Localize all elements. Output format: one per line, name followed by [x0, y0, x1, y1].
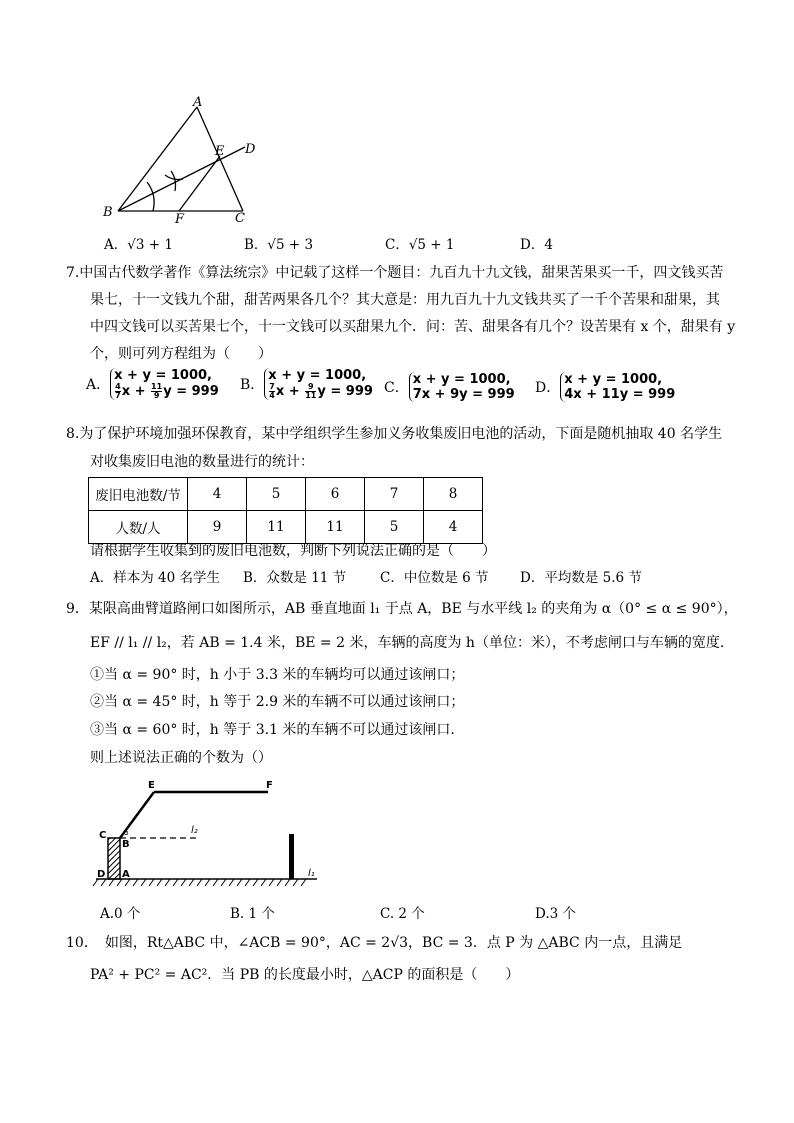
label-f: F — [266, 780, 273, 791]
q7-option-a-letter: A． — [86, 377, 111, 393]
q9-item-1: ①当 α = 90° 时，h 小于 3.3 米的车辆均可以通过该闸口； — [90, 667, 465, 683]
table-cell: 5 — [247, 478, 306, 511]
q7-c-eq1: x + y = 1000, — [412, 372, 511, 387]
q6-option-a[interactable]: A．√3 + 1 — [104, 237, 173, 253]
q8-option-c[interactable]: C．中位数是 6 节 — [380, 570, 489, 586]
q7-option-a-system — [110, 368, 219, 400]
q6-option-c[interactable]: C．√5 + 1 — [385, 237, 455, 253]
q8-option-a[interactable]: A．样本为 40 名学生 — [90, 570, 221, 586]
table-cell: 6 — [306, 478, 365, 511]
q9-ask: 则上述说法正确的个数为（） — [90, 750, 272, 766]
q9-option-d[interactable]: D.3 个 — [535, 906, 577, 922]
table-cell: 8 — [424, 478, 483, 511]
q9-line-2: EF // l₁ // l₂，若 AB = 1.4 米，BE = 2 米，车辆的高度为 h（单位：米），不考虑闸口与车辆的宽度. — [90, 635, 725, 651]
q7-option-d-letter: D． — [535, 380, 561, 396]
q9-item-2: ②当 α = 45° 时，h 等于 2.9 米的车辆不可以通过该闸口； — [90, 694, 465, 710]
label-d: D — [245, 142, 256, 157]
q7-option-c[interactable] — [384, 372, 515, 402]
q7-option-d-system — [560, 372, 675, 402]
q8-line-1: 8.为了保护环境加强环保教育，某中学组织学生参加义务收集废旧电池的活动，下面是随机抽取 40 名学生 — [66, 426, 723, 442]
q7-b-eq2: $\frac{7}{4}$ x + $\frac{9}{11}$ y = 999 — [269, 382, 373, 400]
q7-b-eq1: x + y = 1000, — [268, 368, 367, 383]
q10-line-2: PA² + PC² = AC²．当 PB 的长度最小时，△ACP 的面积是（ ） — [90, 967, 520, 983]
q9-figure — [92, 776, 332, 891]
q7-option-a[interactable] — [86, 368, 219, 400]
label-c: C — [99, 830, 107, 841]
label-l2: l₂ — [191, 825, 198, 836]
table-row — [89, 511, 483, 544]
q10-line-1: 10． 如图，Rt△ABC 中，∠ACB = 90°，AC = 2√3，BC = 3．点 P 为 △ABC 内一点，且满足 — [66, 935, 683, 951]
q7-d-eq1: x + y = 1000, — [564, 372, 663, 387]
label-b: B — [122, 839, 130, 850]
q6-option-d[interactable]: D．4 — [520, 237, 553, 253]
label-f: F — [175, 212, 185, 227]
table-cell: 4 — [424, 511, 483, 544]
ground-hatching — [93, 879, 306, 886]
q7-line-3: 中四文钱可以买苦果七个，十一文钱可以买甜果九个．问：苦、甜果各有几个？设苦果有 x 个，甜果有 y — [90, 319, 736, 335]
q7-c-eq2: 7x + 9y = 999 — [412, 387, 515, 402]
q9-option-a[interactable]: A.0 个 — [100, 906, 141, 922]
label-c: C — [235, 211, 245, 226]
q9-option-b[interactable]: B. 1 个 — [230, 906, 275, 922]
q7-option-d[interactable] — [535, 372, 675, 402]
segment-ef — [179, 156, 220, 211]
table-cell: 11 — [247, 511, 306, 544]
segment-ab — [118, 107, 197, 211]
q8-line-2: 对收集废旧电池的数量进行的统计： — [90, 454, 314, 470]
table-header-cell: 人数/人 — [89, 511, 188, 544]
gate-post — [108, 838, 120, 879]
label-e: E — [215, 144, 225, 159]
q7-option-c-letter: C． — [384, 380, 409, 396]
q8-option-b[interactable]: B．众数是 11 节 — [243, 570, 347, 586]
label-e: E — [148, 780, 155, 791]
q9-item-3: ③当 α = 60° 时，h 等于 3.1 米的车辆不可以通过该闸口. — [90, 722, 455, 738]
q7-option-b-letter: B． — [240, 377, 265, 393]
label-d: D — [97, 869, 106, 880]
table-cell: 9 — [188, 511, 247, 544]
arc-cross-mark-2 — [171, 171, 176, 191]
q7-option-b[interactable] — [240, 368, 373, 400]
q8-option-d[interactable]: D．平均数是 5.6 节 — [520, 570, 642, 586]
q7-line-1: 7.中国古代数学著作《算法统宗》中记载了这样一个题目：九百九十九文钱，甜果苦果买一千，四文钱买苦 — [66, 265, 724, 281]
table-cell: 5 — [365, 511, 424, 544]
q7-line-4: 个，则可列方程组为（ ） — [90, 346, 272, 362]
q7-option-c-system — [409, 372, 515, 402]
label-a: A — [122, 869, 130, 880]
vehicle-pole — [289, 834, 294, 879]
q7-option-b-system — [264, 368, 373, 400]
q9-line-1: 9．某限高曲臂道路闸口如图所示，AB 垂直地面 l₁ 于点 A，BE 与水平线 l₂ 的夹角为 α（0° ≤ α ≤ 90°）， — [66, 601, 738, 617]
q9-option-c[interactable]: C. 2 个 — [380, 906, 425, 922]
table-cell: 11 — [306, 511, 365, 544]
label-a: A — [193, 95, 203, 110]
label-b: B — [103, 205, 113, 220]
q6-figure — [95, 95, 270, 230]
q6-option-b[interactable]: B．√5 + 3 — [244, 237, 314, 253]
table-cell: 7 — [365, 478, 424, 511]
q7-line-2: 果七，十一文钱九个甜，甜苦两果各几个？其大意是：用九百九十九文钱共买了一千个苦果和甜果，其 — [90, 292, 720, 308]
q7-a-eq1: x + y = 1000, — [114, 368, 212, 383]
table-cell: 4 — [188, 478, 247, 511]
q8-prompt: 请根据学生收集到的废旧电池数，判断下列说法正确的是（ ） — [90, 543, 496, 559]
battery-table — [88, 477, 483, 544]
label-alpha: α — [124, 829, 129, 837]
label-l1: l₁ — [308, 868, 315, 879]
table-header-cell: 废旧电池数/节 — [89, 478, 188, 511]
table-row — [89, 478, 483, 511]
q7-d-eq2: 4x + 11y = 999 — [564, 387, 676, 402]
q7-a-eq2: $\frac{4}{7}$ x + $\frac{11}{9}$ y = 999 — [115, 382, 219, 400]
